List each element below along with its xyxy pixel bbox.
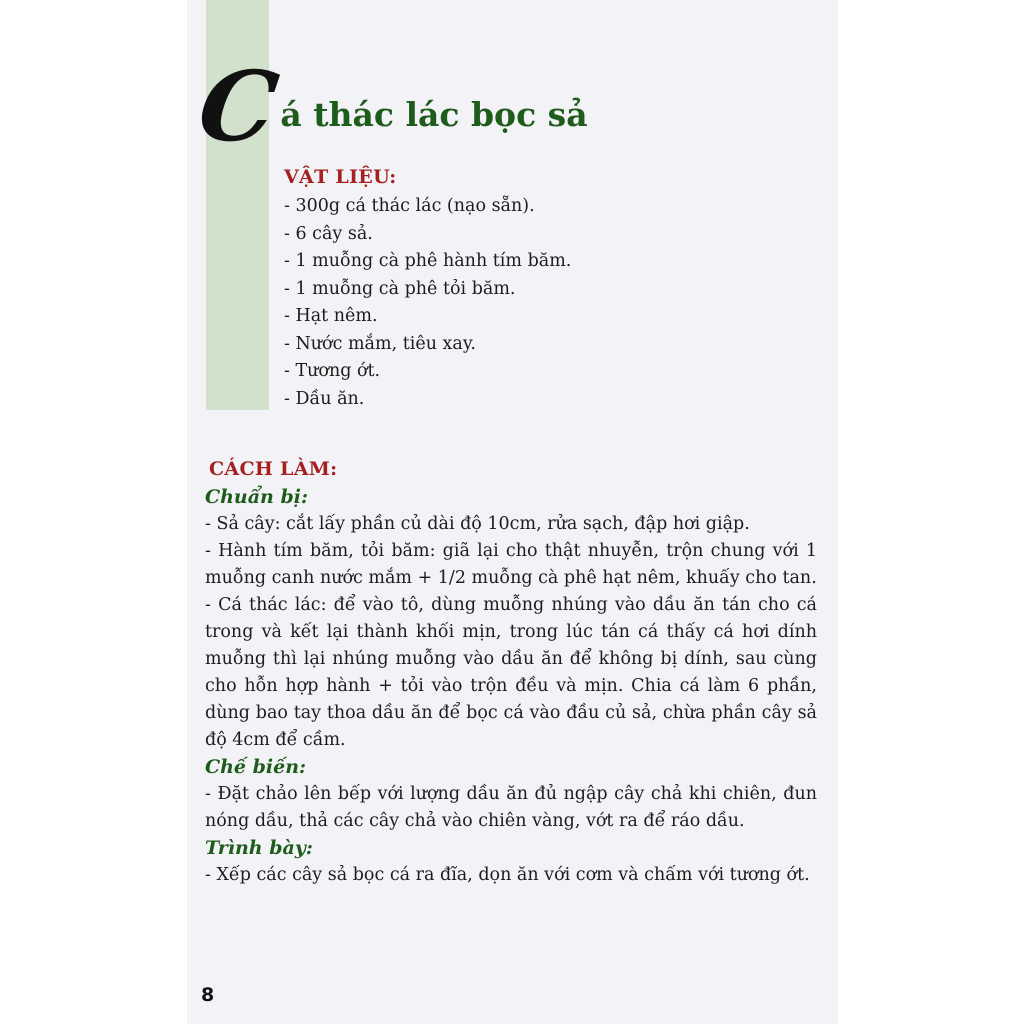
ingredient-item: - Dầu ăn. [284, 388, 365, 409]
ingredients-heading: VẬT LIỆU: [284, 166, 397, 188]
method-heading: CÁCH LÀM: [209, 458, 338, 480]
ingredient-item: - 1 muỗng cà phê tỏi băm. [284, 278, 516, 299]
cook-step: - Đặt chảo lên bếp với lượng dầu ăn đủ ngập cây chả khi chiên, đun nóng dầu, thả các cây chả vào chiên vàng, vớt ra để ráo dầu. [205, 784, 817, 831]
ingredients-list [284, 193, 571, 413]
prep-heading: Chuẩn bị: [205, 486, 309, 508]
prep-step: - Sả cây: cắt lấy phần củ dài độ 10cm, rửa sạch, đập hơi giập. [205, 514, 750, 534]
title-drop-cap: C [192, 50, 285, 163]
ingredient-item: - 6 cây sả. [284, 223, 373, 244]
ingredient-item: - Nước mắm, tiêu xay. [284, 333, 476, 354]
cook-heading: Chế biến: [205, 756, 307, 778]
prep-step: - Hành tím băm, tỏi băm: giã lại cho thật nhuyễn, trộn chung với 1 muỗng canh nước mắm + 1/2 muỗng cà phê hạt nêm, khuấy cho tan. [205, 541, 817, 588]
method-body [205, 484, 817, 889]
ingredient-item: - Hạt nêm. [284, 306, 378, 326]
serve-heading: Trình bày: [205, 837, 313, 859]
page-number: 8 [201, 984, 215, 1006]
recipe-title [192, 50, 588, 163]
ingredient-item: - Tương ớt. [284, 361, 381, 381]
ingredient-item: - 300g cá thác lác (nạo sẵn). [284, 196, 535, 216]
serve-step: - Xếp các cây sả bọc cá ra đĩa, dọn ăn với cơm và chấm với tương ớt. [205, 865, 810, 885]
ingredient-item: - 1 muỗng cà phê hành tím băm. [284, 251, 572, 271]
prep-step: - Cá thác lác: để vào tô, dùng muỗng nhúng vào dầu ăn tán cho cá trong và kết lại thành khối mịn, trong lúc tán cá thấy cá hơi dính muỗng thì lại nhúng muỗng vào dầu ăn để không bị dính, sau cùng cho hỗn hợp hành + tỏi vào trộn đều và mịn. Chia cá làm 6 phần, dùng bao tay thoa dầu ăn để bọc cá vào đầu củ sả, chừa phần cây sả độ 4cm để cầm. [205, 595, 817, 750]
title-text: á thác lác bọc sả [280, 95, 588, 134]
